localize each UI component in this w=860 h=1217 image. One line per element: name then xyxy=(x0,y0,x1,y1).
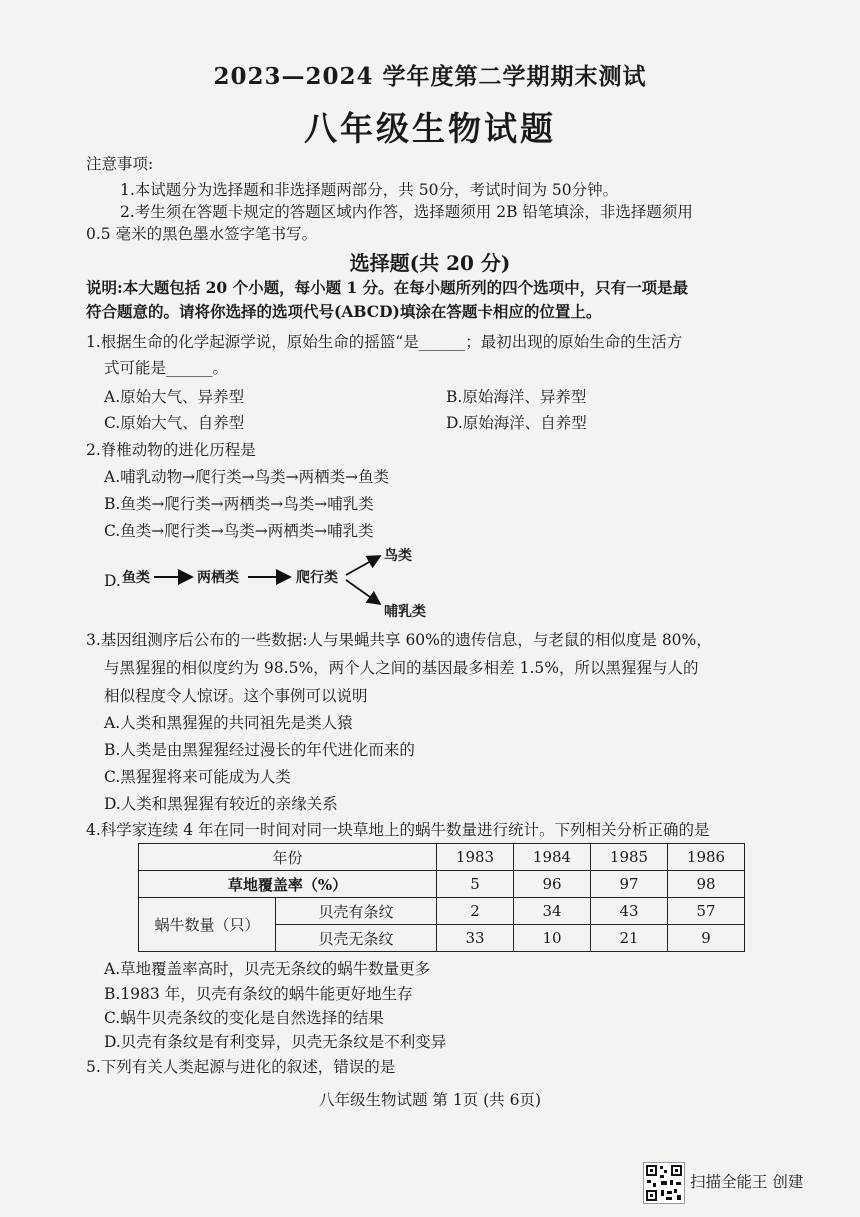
question-3-stem: 3.基因组测序后公布的一些数据:人与果蝇共享 60%的遗传信息，与老鼠的相似度是 80%， xyxy=(86,631,712,649)
evo-node-bird: 鸟类 xyxy=(384,548,412,564)
header-plain: 贝壳无条纹 xyxy=(276,925,437,952)
striped-cell: 43 xyxy=(591,898,668,925)
notice-item-2: 2.考生须在答题卡规定的答题区域内作答，选择题须用 2B 铅笔填涂，非选择题须用 xyxy=(120,203,693,221)
plain-cell: 21 xyxy=(591,925,668,952)
question-1-option-c: C.原始大气、自养型 xyxy=(104,414,245,432)
question-3-stem-cont: 与黑猩猩的相似度约为 98.5%，两个人之间的基因最多相差 1.5%，所以黑猩猩与人的 xyxy=(104,659,699,677)
page-footer: 八年级生物试题 第 1页 (共 6页) xyxy=(318,1091,542,1109)
section-desc-cont: 符合题意的。请将你选择的选项代号(ABCD)填涂在答题卡相应的位置上。 xyxy=(86,302,602,321)
question-1-stem-cont: 式可能是______。 xyxy=(104,359,229,377)
question-4-stem: 4.科学家连续 4 年在同一时间对同一块草地上的蜗牛数量进行统计。下列相关分析正确的是 xyxy=(86,821,710,839)
question-4-option-d: D.贝壳有条纹是有利变异，贝壳无条纹是不利变异 xyxy=(104,1033,447,1051)
question-4-option-b: B.1983 年，贝壳有条纹的蜗牛能更好地生存 xyxy=(104,985,413,1003)
exam-title: 2023—2024 学年度第二学期期末测试 xyxy=(213,63,647,90)
question-3-option-b: B.人类是由黑猩猩经过漫长的年代进化而来的 xyxy=(104,741,415,759)
evo-node-amphibian: 两栖类 xyxy=(197,570,239,586)
plain-cell: 10 xyxy=(514,925,591,952)
question-1-option-b: B.原始海洋、异养型 xyxy=(446,388,587,406)
table-row xyxy=(139,898,745,925)
question-1-option-d: D.原始海洋、自养型 xyxy=(446,414,587,432)
coverage-cell: 96 xyxy=(514,871,591,898)
question-3-stem-cont2: 相似程度令人惊讶。这个事例可以说明 xyxy=(104,687,368,705)
coverage-cell: 98 xyxy=(668,871,745,898)
question-4-option-c: C.蜗牛贝壳条纹的变化是自然选择的结果 xyxy=(104,1009,384,1027)
question-2-option-b: B.鱼类→爬行类→两栖类→鸟类→哺乳类 xyxy=(104,495,374,513)
subject-title: 八年级生物试题 xyxy=(304,109,556,148)
striped-cell: 34 xyxy=(514,898,591,925)
evo-node-mammal: 哺乳类 xyxy=(384,604,426,620)
question-1-option-a: A.原始大气、异养型 xyxy=(104,388,245,406)
header-year: 年份 xyxy=(139,844,437,871)
year-cell: 1986 xyxy=(668,844,745,871)
question-2-stem: 2.脊椎动物的进化历程是 xyxy=(86,441,256,459)
question-2-option-a: A.哺乳动物→爬行类→鸟类→两栖类→鱼类 xyxy=(104,468,390,486)
question-3-option-a: A.人类和黑猩猩的共同祖先是类人猿 xyxy=(104,714,353,732)
question-2-option-d-label: D. xyxy=(104,572,121,590)
coverage-cell: 97 xyxy=(591,871,668,898)
question-5-stem: 5.下列有关人类起源与进化的叙述，错误的是 xyxy=(86,1058,396,1076)
table-row xyxy=(139,844,745,871)
plain-cell: 9 xyxy=(668,925,745,952)
arrow-reptile-bird xyxy=(346,556,380,575)
question-3-option-d: D.人类和黑猩猩有较近的亲缘关系 xyxy=(104,795,338,813)
snail-data-table xyxy=(138,843,745,952)
table-row xyxy=(139,871,745,898)
arrow-reptile-mammal xyxy=(346,580,380,604)
year-cell: 1985 xyxy=(591,844,668,871)
notice-item-1: 1.本试题分为选择题和非选择题两部分，共 50分，考试时间为 50分钟。 xyxy=(120,181,619,199)
section-title: 选择题(共 20 分) xyxy=(349,251,511,275)
year-cell: 1984 xyxy=(514,844,591,871)
notice-item-2-cont: 0.5 毫米的黑色墨水签字笔书写。 xyxy=(86,225,318,243)
striped-cell: 57 xyxy=(668,898,745,925)
header-coverage: 草地覆盖率（%） xyxy=(139,871,437,898)
question-2-option-c: C.鱼类→爬行类→鸟类→两栖类→哺乳类 xyxy=(104,522,374,540)
scanner-watermark: 扫描全能王 创建 xyxy=(690,1173,804,1191)
year-cell: 1983 xyxy=(437,844,514,871)
question-4-option-a: A.草地覆盖率高时，贝壳无条纹的蜗牛数量更多 xyxy=(104,960,431,978)
qr-code-icon xyxy=(643,1162,685,1204)
header-snail-count: 蜗牛数量（只） xyxy=(139,898,276,952)
question-1-stem: 1.根据生命的化学起源学说，原始生命的摇篮“是______；最初出现的原始生命的生活方 xyxy=(86,333,683,351)
notice-heading: 注意事项: xyxy=(86,155,154,173)
section-desc: 说明:本大题包括 20 个小题，每小题 1 分。在每小题所列的四个选项中，只有一项是最 xyxy=(86,278,689,297)
evo-node-reptile: 爬行类 xyxy=(296,570,338,586)
plain-cell: 33 xyxy=(437,925,514,952)
coverage-cell: 5 xyxy=(437,871,514,898)
question-3-option-c: C.黑猩猩将来可能成为人类 xyxy=(104,768,291,786)
evo-node-fish: 鱼类 xyxy=(122,570,150,586)
header-striped: 贝壳有条纹 xyxy=(276,898,437,925)
striped-cell: 2 xyxy=(437,898,514,925)
